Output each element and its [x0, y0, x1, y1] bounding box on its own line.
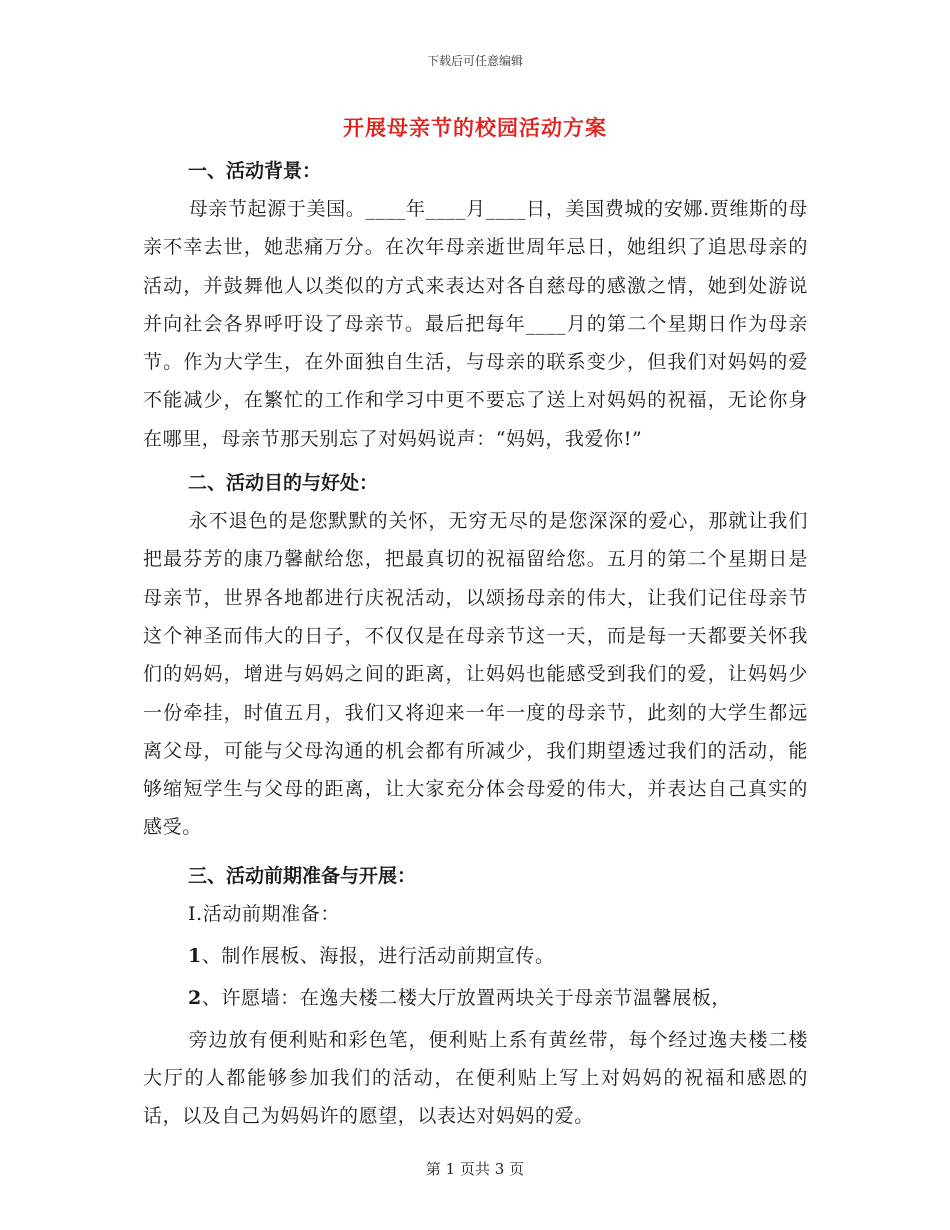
section-heading-purpose: 二、活动目的与好处：	[188, 472, 379, 495]
page-header-note: 下载后可任意编辑	[426, 54, 523, 68]
section-heading-preparation: 三、活动前期准备与开展：	[188, 864, 417, 887]
document-body	[143, 148, 808, 1136]
section-paragraph-background: 母亲节起源于美国。____年____月____日，美国费城的安娜.贾维斯的母亲不幸去世，她悲痛万分。在次年母亲逝世周年忌日，她组织了追思母亲的活动，并鼓舞他人以类似的方式来表达对各自慈母的感激之情，她到处游说并向社会各界呼吁设了母亲节。最后把每年____月的第二个星期日作为母亲节。作为大学生，在外面独自生活，与母亲的联系变少，但我们对妈妈的爱不能减少，在繁忙的工作和学习中更不要忘了送上对妈妈的祝福，无论你身在哪里，母亲节那天别忘了对妈妈说声：“妈妈，我爱你!”	[143, 198, 808, 450]
subsection-label: I.活动前期准备：	[188, 902, 340, 925]
list-item	[143, 979, 808, 1017]
list-item-text: 、制作展板、海报，进行活动前期宣传。	[201, 944, 555, 967]
document-title: 开展母亲节的校园活动方案	[343, 115, 607, 140]
list-item-number: 1	[188, 944, 202, 967]
page-number-footer: 第 1 页共 3 页	[425, 1160, 525, 1178]
list-item-text: 、许愿墙：在逸夫楼二楼大厅放置两块关于母亲节温馨展板，	[201, 986, 732, 1009]
section-paragraph-purpose: 永不退色的是您默默的关怀，无穷无尽的是您深深的爱心，那就让我们把最芬芳的康乃馨献给您，把最真切的祝福留给您。五月的第二个星期日是母亲节，世界各地都进行庆祝活动，以颂扬母亲的伟大，让我们记住母亲节这个神圣而伟大的日子，不仅仅是在母亲节这一天，而是每一天都要关怀我们的妈妈，增进与妈妈之间的距离，让妈妈也能感受到我们的爱，让妈妈少一份牵挂，时值五月，我们又将迎来一年一度的母亲节，此刻的大学生都远离父母，可能与父母沟通的机会都有所减少，我们期望透过我们的活动，能够缩短学生与父母的距离，让大家充分体会母爱的伟大，并表达自己真实的感受。	[143, 510, 808, 839]
section-heading-background: 一、活动背景：	[188, 160, 322, 182]
list-item-number: 2	[188, 986, 202, 1009]
section-paragraph-wish-wall: 旁边放有便利贴和彩色笔，便利贴上系有黄丝带，每个经过逸夫楼二楼大厅的人都能够参加我们的活动，在便利贴上写上对妈妈的祝福和感恩的话，以及自己为妈妈许的愿望，以表达对妈妈的爱。	[143, 1028, 808, 1128]
list-item	[143, 937, 808, 975]
